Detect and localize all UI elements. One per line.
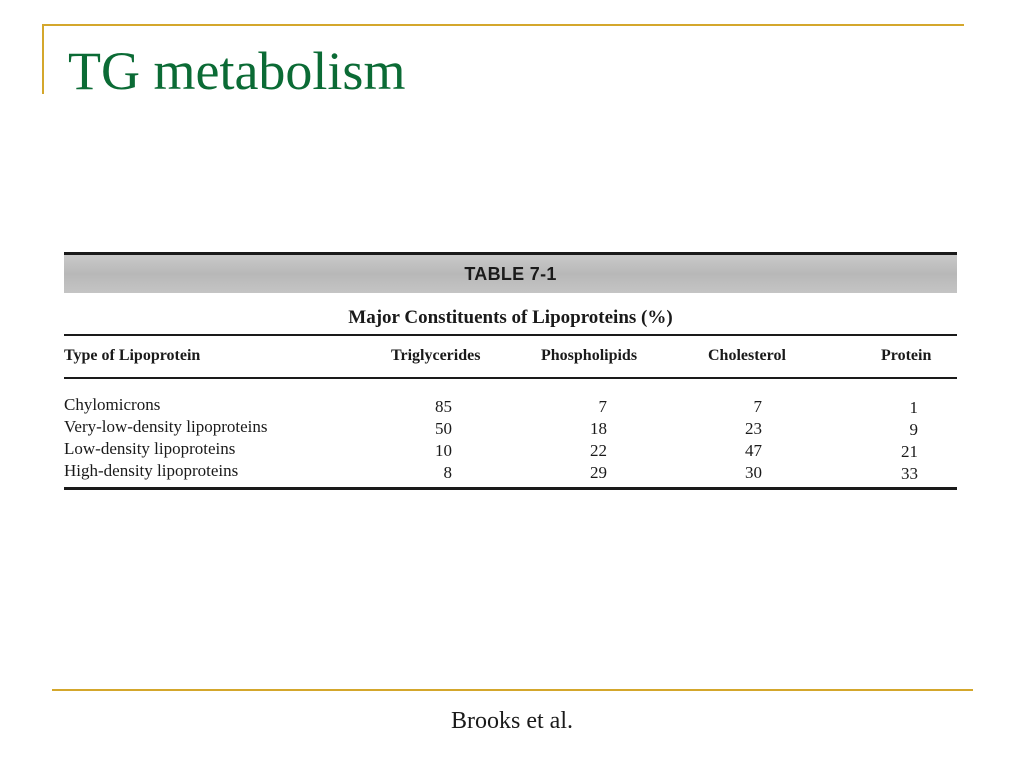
column-header-type: Type of Lipoprotein [64, 347, 201, 364]
table-cell-type: Chylomicrons [64, 395, 161, 414]
table-cell-protein: 9 [909, 420, 918, 439]
table-cell-type: High-density lipoproteins [64, 461, 239, 480]
column-header-phospholipids: Phospholipids [541, 347, 638, 364]
table-cell-triglycerides: 10 [435, 441, 452, 460]
citation: Brooks et al. [451, 708, 573, 734]
table-cell-phospholipids: 18 [590, 419, 607, 438]
table-cell-phospholipids: 22 [590, 441, 607, 460]
table-cell-cholesterol: 7 [753, 397, 762, 416]
table-cell-triglycerides: 8 [443, 463, 452, 482]
table-rule [64, 377, 957, 379]
table-rule [64, 334, 957, 336]
table-cell-triglycerides: 50 [435, 419, 452, 438]
column-header-triglycerides: Triglycerides [391, 347, 481, 364]
table-cell-type: Very-low-density lipoproteins [64, 417, 268, 436]
table-caption: Major Constituents of Lipoproteins (%) [348, 307, 673, 328]
slide-bottom-rule [52, 689, 973, 691]
table-cell-type: Low-density lipoproteins [64, 439, 236, 458]
table-cell-protein: 33 [901, 464, 918, 483]
table-cell-cholesterol: 47 [745, 441, 762, 460]
table-label: TABLE 7-1 [464, 263, 557, 284]
table-cell-phospholipids: 29 [590, 463, 607, 482]
slide-top-rule [42, 24, 964, 26]
column-header-protein: Protein [881, 347, 932, 364]
table-scan-image [64, 252, 957, 492]
table-cell-protein: 1 [909, 398, 918, 417]
table-cell-phospholipids: 7 [598, 397, 607, 416]
table-bottom-rule [64, 487, 957, 490]
table-cell-protein: 21 [901, 442, 918, 461]
table-cell-cholesterol: 23 [745, 419, 762, 438]
slide-left-rule [42, 24, 44, 94]
table-cell-triglycerides: 85 [435, 397, 452, 416]
table-cell-cholesterol: 30 [745, 463, 762, 482]
column-header-cholesterol: Cholesterol [708, 347, 786, 364]
slide-title: TG metabolism [68, 41, 406, 101]
